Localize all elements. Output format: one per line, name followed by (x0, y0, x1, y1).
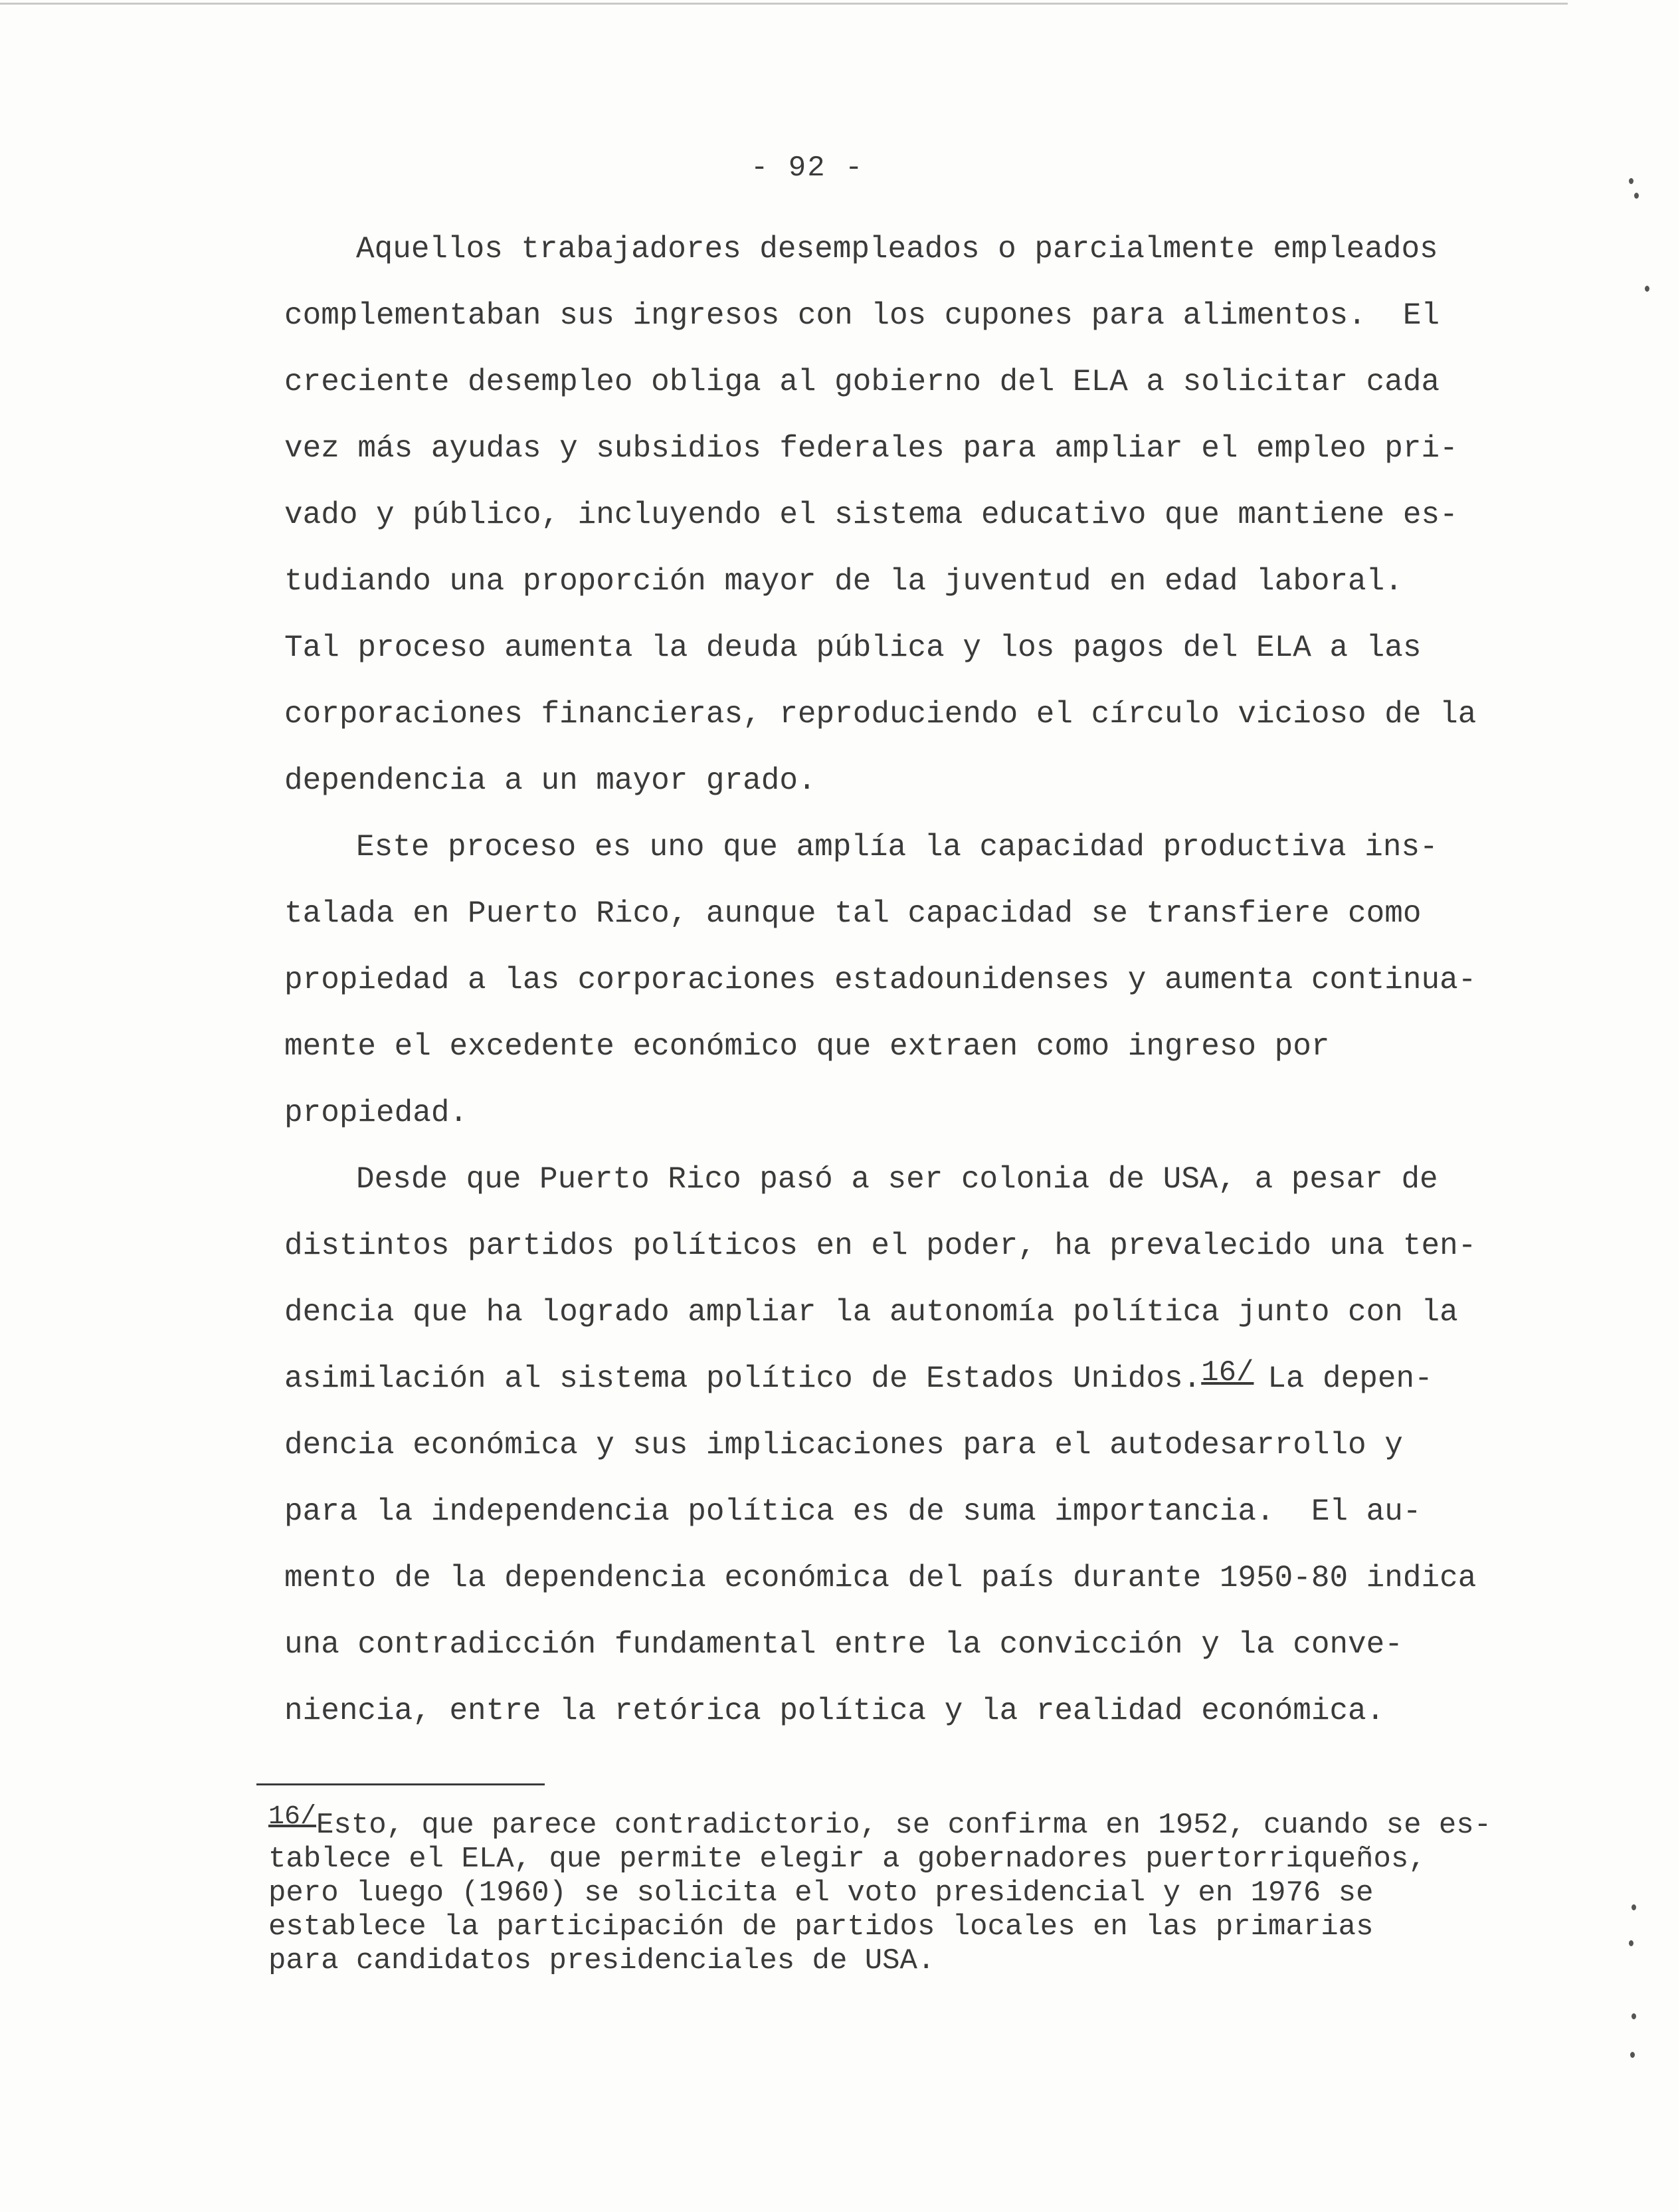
footnote (268, 1802, 1531, 1978)
paragraph-line: corporaciones financieras, reproduciendo el círculo vicioso de la (284, 697, 1477, 732)
paragraph-line: talada en Puerto Rico, aunque tal capacidad se transfiere como (284, 896, 1422, 931)
page-number: - 92 - (751, 151, 864, 185)
paragraph-line: dependencia a un mayor grado. (284, 763, 816, 798)
footnote-line (268, 1802, 1531, 1843)
paragraph-line: Tal proceso aumenta la deuda pública y los pagos del ELA a las (284, 631, 1422, 665)
paragraph-3 (284, 1156, 1533, 1754)
footnote-line: para candidatos presidenciales de USA. (268, 1944, 935, 1977)
footnote-reference-mark: 16/ (1201, 1356, 1254, 1389)
paragraph-line: vado y público, incluyendo el sistema educativo que mantiene es- (284, 498, 1458, 532)
paragraph-2 (284, 824, 1533, 1156)
paragraph-line: Desde que Puerto Rico pasó a ser colonia de USA, a pesar de (356, 1162, 1438, 1197)
scan-speck (1634, 193, 1639, 199)
paragraph-line: una contradicción fundamental entre la convicción y la conve- (284, 1627, 1403, 1662)
paragraph-line-with-footnote-ref (284, 1356, 1533, 1422)
paragraph-line: para la independencia política es de suma importancia. El au- (284, 1494, 1422, 1529)
paragraph-line: tudiando una proporción mayor de la juventud en edad laboral. (284, 564, 1403, 599)
scan-speck (1631, 2013, 1636, 2019)
paragraph-line: Aquellos trabajadores desempleados o parcialmente empleados (356, 232, 1438, 266)
paragraph-line: propiedad a las corporaciones estadounidenses y aumenta continua- (284, 963, 1477, 997)
footnote-separator (256, 1783, 545, 1785)
footnote-line: pero luego (1960) se solicita el voto presidencial y en 1976 se (268, 1876, 1374, 1910)
paragraph-line: mente el excedente económico que extraen como ingreso por (284, 1029, 1330, 1064)
ref-line-text: asimilación al sistema político de Estados Unidos. (284, 1361, 1202, 1396)
paragraph-line: niencia, entre la retórica política y la realidad económica. (284, 1694, 1385, 1728)
paragraph-line: distintos partidos políticos en el poder, ha prevalecido una ten- (284, 1229, 1477, 1263)
scan-speck (1630, 2052, 1635, 2058)
paragraph-line: complementaban sus ingresos con los cupones para alimentos. El (284, 298, 1440, 333)
footnote-marker: 16/ (268, 1802, 317, 1832)
footnote-line-text: Esto, que parece contradictorio, se confirma en 1952, cuando se es- (316, 1809, 1492, 1842)
footnote-line: establece la participación de partidos locales en las primarias (268, 1910, 1374, 1944)
scan-speck (1629, 1940, 1633, 1946)
paragraph-1 (284, 226, 1533, 824)
paragraph-line: creciente desempleo obliga al gobierno del ELA a solicitar cada (284, 365, 1440, 399)
scan-speck (1631, 1904, 1636, 1910)
paragraph-line: dencia que ha logrado ampliar la autonomía política junto con la (284, 1295, 1458, 1330)
paragraph-line: propiedad. (284, 1096, 468, 1130)
paragraph-line: vez más ayudas y subsidios federales para ampliar el empleo pri- (284, 431, 1458, 466)
paragraph-line: Este proceso es uno que amplía la capacidad productiva ins- (356, 830, 1438, 864)
scan-speck (1629, 178, 1633, 184)
scan-speck (1645, 286, 1649, 292)
ref-line-trailing: La depen- (1267, 1361, 1433, 1396)
footnote-line: tablece el ELA, que permite elegir a gobernadores puertorriqueños, (268, 1843, 1426, 1876)
paragraph-line: mento de la dependencia económica del país durante 1950-80 indica (284, 1561, 1477, 1595)
top-edge-rule (0, 3, 1568, 5)
body-text (284, 226, 1533, 1754)
paragraph-line: dencia económica y sus implicaciones para el autodesarrollo y (284, 1428, 1403, 1462)
